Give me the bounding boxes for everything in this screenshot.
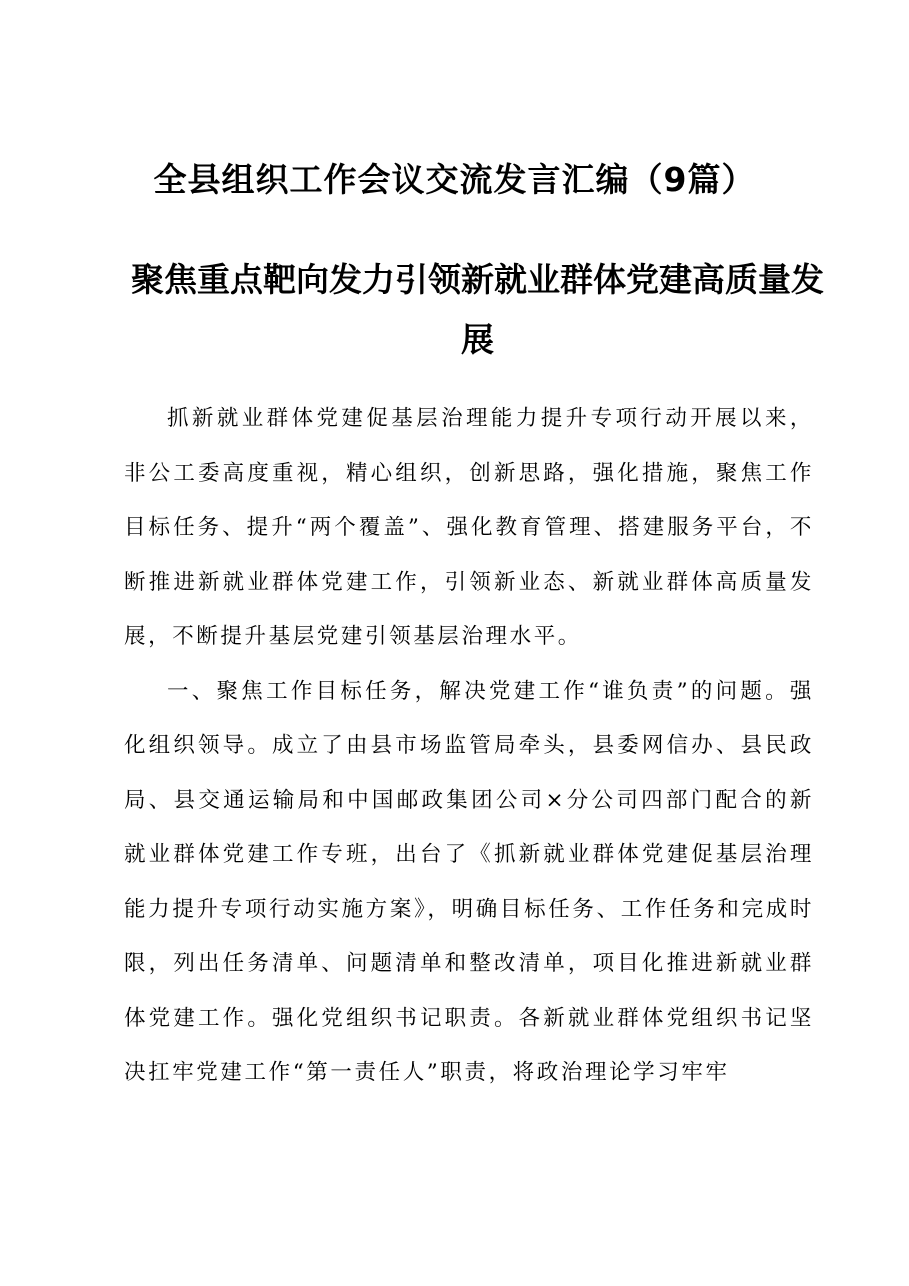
article-body xyxy=(124,392,814,1101)
paragraph-section-one: 一、聚焦工作目标任务，解决党建工作“谁负责”的问题。强化组织领导。成立了由县市场监管局牵头，县委网信办、县民政局、县交通运输局和中国邮政集团公司×分公司四部门配合的新就业群体党建工作专班，出台了《抓新就业群体党建促基层治理能力提升专项行动实施方案》，明确目标任务、工作任务和完成时限，列出任务清单、问题清单和整改清单，项目化推进新就业群体党建工作。强化党组织书记职责。各新就业群体党组织书记坚决扛牢党建工作“第一责任人”职责，将政治理论学习牢牢 xyxy=(124,678,814,1085)
paragraph-intro: 抓新就业群体党建促基层治理能力提升专项行动开展以来，非公工委高度重视，精心组织，创新思路，强化措施，聚焦工作目标任务、提升“两个覆盖”、强化教育管理、搭建服务平台，不断推进新就业群体党建工作，引领新业态、新就业群体高质量发展，不断提升基层党建引领基层治理水平。 xyxy=(124,406,814,649)
document-title: 全县组织工作会议交流发言汇编（9篇） xyxy=(153,160,756,199)
article-title: 聚焦重点靶向发力引领新就业群体党建高质量发展 xyxy=(131,260,824,359)
